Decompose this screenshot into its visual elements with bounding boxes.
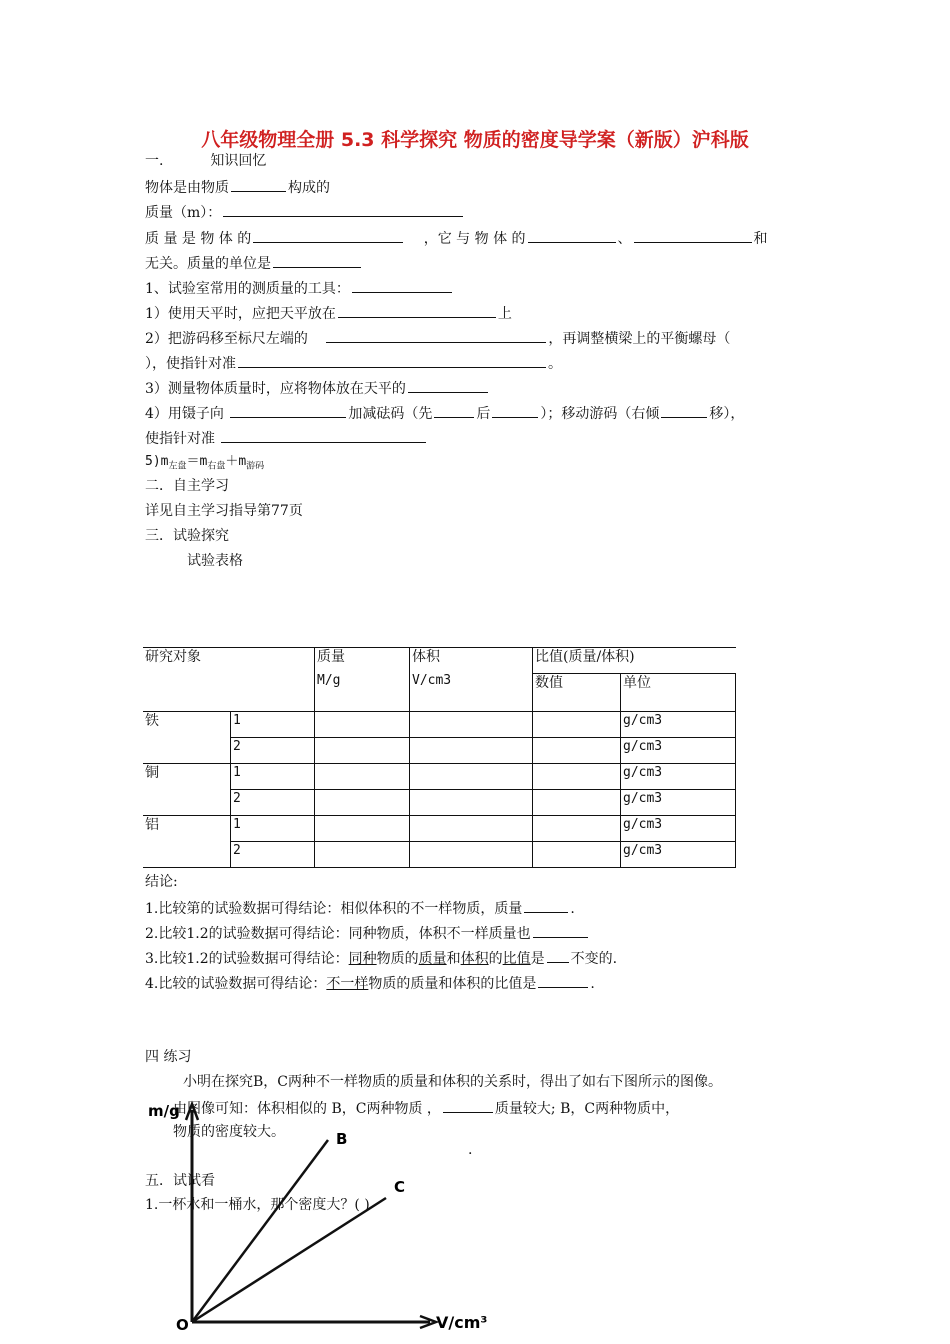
line-c-label: C	[394, 1178, 406, 1196]
text: 1）使用天平时，应把天平放在	[145, 306, 336, 322]
mass-cell	[315, 738, 410, 764]
blank	[253, 228, 403, 243]
text: .	[570, 901, 575, 917]
text: ，再调整横梁上的平衡螺母（	[548, 331, 731, 347]
header-value: 数值	[533, 674, 621, 712]
text: 1、试验室常用的测质量的工具：	[145, 281, 350, 297]
blank	[238, 353, 546, 368]
text: 使指针对准	[145, 431, 215, 447]
text: 无关。质量的单位是	[145, 256, 271, 272]
line-b-label: B	[336, 1130, 348, 1148]
subscript: 右盘	[207, 461, 226, 472]
unit-cell: g/cm3	[621, 842, 736, 868]
header-mass-label: 质量	[317, 649, 345, 665]
line-mass-unit	[145, 253, 363, 273]
header-ratio: 比值(质量/体积)	[533, 648, 736, 674]
conclusion-4	[145, 973, 595, 993]
section4-heading: 四 练习	[145, 1049, 192, 1065]
mass-cell	[315, 712, 410, 738]
item-weights	[145, 403, 744, 423]
text: 质 量 是 物 体 的	[145, 231, 252, 247]
blank	[326, 328, 546, 343]
blank	[273, 253, 361, 268]
blank	[230, 403, 346, 418]
text: 物体是由物质	[145, 180, 229, 196]
header-volume-label: 体积	[412, 649, 440, 665]
material-copper: 铜	[143, 764, 231, 816]
value-cell	[533, 764, 621, 790]
trial-cell: 1	[231, 712, 315, 738]
text: 物质的	[376, 951, 419, 967]
blank	[524, 898, 568, 913]
underlined-text: 同种	[348, 951, 377, 967]
text: 物质的质量和体积的比值是	[368, 976, 537, 992]
text: ）；移动游码（右倾	[540, 406, 660, 422]
blank	[338, 303, 496, 318]
text: 后	[476, 406, 491, 422]
item-tool	[145, 278, 454, 298]
blank	[634, 228, 752, 243]
text: 4.比较的试验数据可得结论：	[145, 976, 327, 992]
subscript: 游码	[246, 461, 265, 472]
trial-cell: 2	[231, 842, 315, 868]
stray-dot: .	[468, 1142, 473, 1158]
blank	[408, 378, 488, 393]
section1-number: 一.	[145, 153, 164, 169]
page-title: 八年级物理全册 5.3 科学探究 物质的密度导学案（新版）沪科版	[201, 129, 749, 151]
mass-volume-graph	[140, 1090, 510, 1340]
text: 3）测量物体质量时，应将物体放在天平的	[145, 381, 406, 397]
header-mass-unit: M/g	[317, 673, 341, 688]
conclusion-3	[145, 948, 617, 968]
section5-heading: 五．试试看	[145, 1173, 215, 1189]
text: 加减砝码（先	[348, 406, 433, 422]
text: 质量（m）：	[145, 205, 222, 221]
conclusion-2	[145, 923, 590, 943]
text: 2）把游码移至标尺左端的	[145, 331, 308, 347]
blank	[492, 403, 538, 418]
text: ），使指针对准	[145, 356, 236, 372]
y-axis-label: m/g	[148, 1102, 180, 1120]
trial-cell: 1	[231, 764, 315, 790]
text: 5)m	[145, 454, 169, 469]
header-object: 研究对象	[143, 648, 315, 712]
blank	[231, 177, 286, 192]
value-cell	[533, 816, 621, 842]
text: 移），	[709, 406, 745, 422]
text: 4）用镊子向	[145, 406, 224, 422]
mass-cell	[315, 816, 410, 842]
text: 上	[497, 306, 512, 322]
section2-heading: 二．自主学习	[145, 478, 229, 494]
text: 和	[753, 231, 768, 247]
mass-cell	[315, 764, 410, 790]
blank	[528, 228, 616, 243]
blank	[661, 403, 707, 418]
origin-label: O	[176, 1316, 189, 1334]
blank	[547, 948, 569, 963]
mass-cell	[315, 790, 410, 816]
text: 不变的.	[570, 951, 618, 967]
volume-cell	[410, 816, 533, 842]
unit-cell: g/cm3	[621, 712, 736, 738]
volume-cell	[410, 790, 533, 816]
item-pointer-2	[145, 428, 428, 448]
line-b	[192, 1140, 328, 1322]
unit-cell: g/cm3	[621, 790, 736, 816]
text: 是	[530, 951, 545, 967]
section1-title: 知识回忆	[210, 153, 267, 169]
line-matter	[145, 177, 330, 197]
underlined-text: 质量	[418, 951, 447, 967]
table-caption: 试验表格	[187, 553, 243, 569]
text: ＋m	[225, 454, 247, 469]
mass-cell	[315, 842, 410, 868]
text: 和	[446, 951, 461, 967]
line-mass-def	[145, 202, 465, 222]
text: 、	[617, 231, 632, 247]
unit-cell: g/cm3	[621, 816, 736, 842]
trial-cell: 2	[231, 790, 315, 816]
question-1: 1.一杯水和一桶水，那个密度大？( )	[145, 1197, 370, 1213]
header-volume-unit: V/cm3	[412, 673, 452, 688]
item-left-pan	[145, 378, 490, 398]
blank	[533, 923, 588, 938]
value-cell	[533, 790, 621, 816]
volume-cell	[410, 712, 533, 738]
volume-cell	[410, 738, 533, 764]
blank	[538, 973, 588, 988]
section2-text: 详见自主学习指导第77页	[145, 503, 303, 519]
conclusions-heading: 结论:	[145, 874, 178, 890]
blank	[434, 403, 474, 418]
blank	[221, 428, 426, 443]
blank	[223, 202, 463, 217]
x-axis-label: V/cm³	[436, 1313, 488, 1332]
volume-cell	[410, 764, 533, 790]
subscript: 左盘	[168, 461, 187, 472]
text: ＝m	[186, 454, 208, 469]
unit-cell: g/cm3	[621, 738, 736, 764]
item-balance-place	[145, 303, 512, 323]
section3-heading: 三．试验探究	[145, 528, 229, 544]
underlined-text: 不一样	[326, 976, 369, 992]
material-aluminium: 铝	[143, 816, 231, 868]
trial-cell: 2	[231, 738, 315, 764]
text: 2.比较1.2的试验数据可得结论：同种物质，体积不一样质量也	[145, 926, 531, 942]
text: 3.比较1.2的试验数据可得结论：	[145, 951, 349, 967]
line-mass-property	[145, 228, 768, 248]
header-unit: 单位	[621, 674, 736, 712]
trial-cell: 1	[231, 816, 315, 842]
text: 。	[548, 356, 562, 372]
volume-cell	[410, 842, 533, 868]
header-volume	[410, 648, 533, 712]
underlined-text: 体积	[460, 951, 489, 967]
underlined-text: 比值	[502, 951, 531, 967]
text: .	[590, 976, 595, 992]
material-iron: 铁	[143, 712, 231, 764]
exercise-line-1: 小明在探究B，C两种不一样物质的质量和体积的关系时，得出了如右下图所示的图像。	[183, 1074, 722, 1090]
header-mass	[315, 648, 410, 712]
text: ，它 与 物 体 的	[423, 231, 526, 247]
item-pointer	[145, 353, 562, 373]
blank	[352, 278, 452, 293]
text: 1.比较第的试验数据可得结论：相似体积的不一样物质，质量	[145, 901, 523, 917]
conclusion-1	[145, 898, 575, 918]
unit-cell: g/cm3	[621, 764, 736, 790]
text: 的	[488, 951, 503, 967]
formula-mass	[145, 453, 264, 476]
value-cell	[533, 842, 621, 868]
text: 质量较大; B，C两种物质中，	[494, 1101, 680, 1117]
exercise-line-3: 物质的密度较大。	[173, 1124, 285, 1140]
line-c	[192, 1198, 386, 1322]
text: 由图像可知：体积相似的 B，C两种物质 ，	[173, 1101, 441, 1117]
text: 构成的	[288, 180, 330, 196]
experiment-table	[143, 647, 736, 868]
value-cell	[533, 712, 621, 738]
value-cell	[533, 738, 621, 764]
section1-heading	[145, 152, 266, 170]
item-zero-adjust	[145, 328, 730, 348]
